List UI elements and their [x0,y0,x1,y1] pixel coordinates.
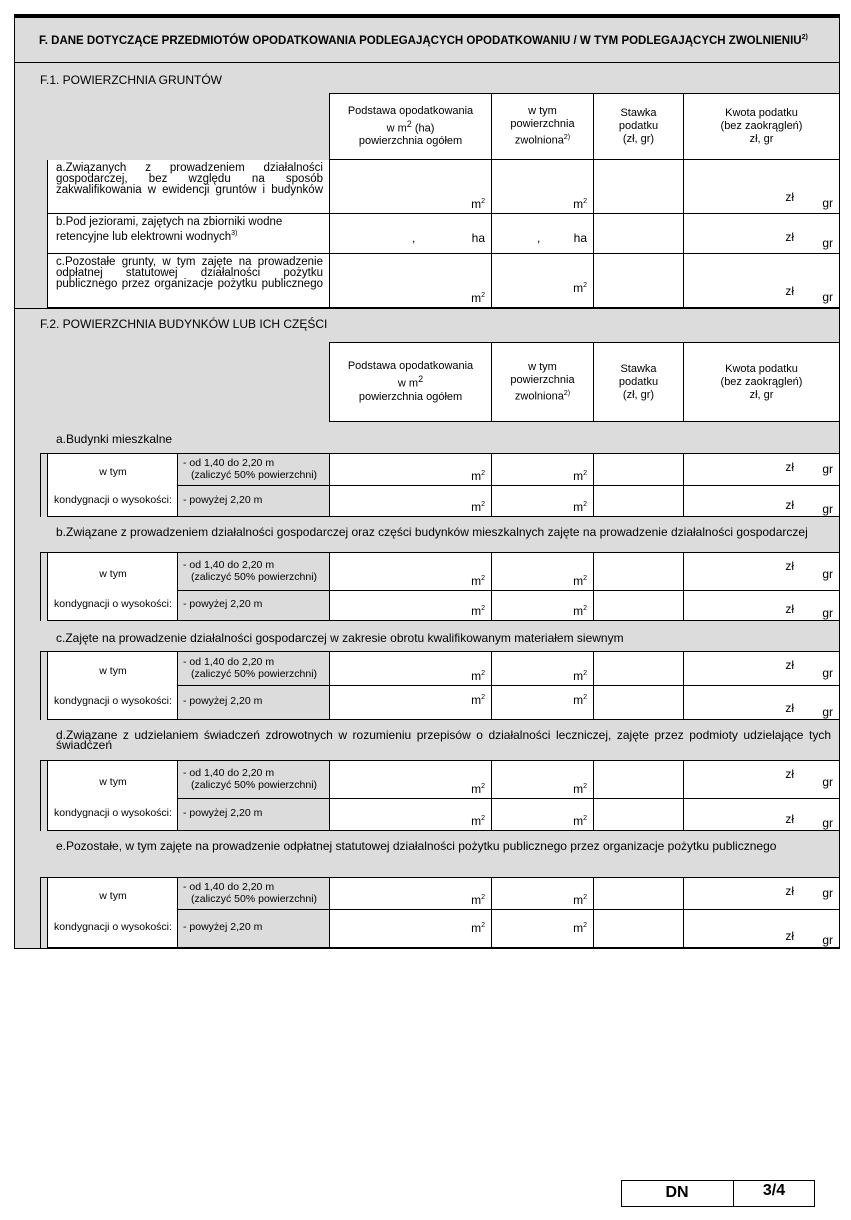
header-amount-line3: zł, gr [749,133,774,145]
unit-text: m [573,197,584,211]
currency-gr: gr [822,775,833,789]
f2-range-1-line1: - od 1,40 do 2,20 m [183,656,275,668]
input-rate[interactable] [593,486,683,517]
currency-zl: zł [785,602,794,616]
header-rate-line2: podatku [618,120,659,132]
unit-text: m [471,197,482,211]
page-number: 3/4 [762,1182,786,1199]
currency-zl: zł [785,929,794,943]
input-rate[interactable] [593,454,683,486]
f2-kondygnacji: kondygnacji o wysokości: [54,493,172,506]
header-exempt [491,93,593,160]
unit-text: m [573,469,584,483]
unit-text: ha [573,231,587,245]
header-tax-base-line3: powierzchnia ogółem [358,135,463,148]
f2-range-1 [183,881,317,905]
header-amount [683,93,840,160]
input-exempt[interactable] [491,761,593,799]
currency-gr: gr [822,462,833,476]
f2-group-title: c.Zajęte na prowadzenie działalności gospodarczej w zakresie obrotu kwalifikowanym materiałem siewnym [56,631,624,645]
f2-range-1-line2: (zaliczyć 50% powierzchni) [191,668,318,680]
input-amount[interactable] [683,214,840,254]
unit-text: m [573,921,584,935]
input-rate[interactable] [593,553,683,591]
header-rate-line3: (zł, gr) [622,133,655,145]
unit-label [573,469,587,483]
unit-sup: 2 [481,575,485,582]
unit-label [471,814,485,828]
unit-text: m [471,921,482,935]
input-amount[interactable] [683,686,840,720]
f2-title: F.2. POWIERZCHNIA BUDYNKÓW LUB ICH CZĘŚCI [40,317,328,331]
input-rate[interactable] [593,652,683,686]
f1-row-label-text [56,217,323,243]
input-amount[interactable] [683,910,840,948]
f2-range-1-cell [177,652,329,686]
header-rate [593,342,683,422]
unit-text: m [471,893,482,907]
header-exempt-line2: powierzchnia [510,118,575,131]
input-rate[interactable] [593,799,683,831]
f2-range-2-cell [177,686,329,720]
input-exempt[interactable] [491,878,593,910]
input-tax-base[interactable] [329,799,491,831]
unit-label [573,500,587,514]
unit-label [471,197,485,211]
f2-group-title: d.Związane z udzielaniem świadczeń zdrowotnych w rozumieniu przepisów o działalności leczniczej, zajęte przez podmioty udzielające tych świadczeń [56,728,831,752]
f1-title: F.1. POWIERZCHNIA GRUNTÓW [40,73,223,87]
unit-sup: 2 [481,670,485,677]
f2-kondygnacji: kondygnacji o wysokości: [54,695,172,707]
currency-gr: gr [822,502,833,516]
unit-sup: 2 [481,783,485,790]
unit-label [573,197,587,211]
input-tax-base[interactable] [329,761,491,799]
header-amount [683,342,840,422]
f2-kondygnacji: kondygnacji o wysokości: [54,807,172,819]
input-amount[interactable] [683,160,840,214]
f2-floor-label-cell [47,553,177,621]
header-exempt-line3: zwolniona [514,134,564,147]
currency-zl: zł [785,498,794,512]
header-amount-line2: (bez zaokrągleń) [720,120,803,132]
input-exempt[interactable] [491,454,593,486]
unit-sup: 2 [583,501,587,508]
input-exempt[interactable] [491,591,593,621]
input-tax-base[interactable] [329,486,491,517]
header-tax-base-suffix: (ha) [411,122,435,135]
currency-gr: gr [822,666,833,680]
unit-sup: 2 [583,198,587,205]
unit-text: m [573,782,584,796]
unit-label [471,604,485,618]
input-tax-base[interactable] [329,652,491,686]
input-rate[interactable] [593,910,683,948]
unit-label [573,669,587,683]
header-tax-base-line3: powierzchnia ogółem [358,390,463,403]
header-exempt-line1: w tym [528,360,557,373]
unit-label [471,669,485,683]
input-amount[interactable] [683,254,840,308]
header-exempt-sup: 2) [563,389,571,397]
header-tax-base-line2: w m [397,377,419,390]
unit-sup: 2 [583,922,587,929]
input-exempt[interactable] [491,160,593,214]
section-f-header [14,18,840,63]
header-rate-line1: Stawka [620,107,657,119]
header-tax-base [329,93,491,160]
f2-range-1-line2: (zaliczyć 50% powierzchni) [191,893,318,905]
f2-range-1-line1: - od 1,40 do 2,20 m [183,559,275,571]
f1-row-label-text: b.Pod jeziorami, zajętych na zbiorniki wodne retencyjne lub elektrowni wodnych [56,216,283,243]
input-exempt[interactable] [491,799,593,831]
currency-gr: gr [822,567,833,581]
currency-gr: gr [822,290,833,304]
currency-gr: gr [822,236,833,250]
currency-zl: zł [785,460,794,474]
f2-group-title-cell [40,422,840,454]
unit-sup: 2 [481,198,485,205]
header-rate-line3: (zł, gr) [622,388,655,401]
f2-kondygnacji: kondygnacji o wysokości: [54,598,172,610]
input-tax-base[interactable] [329,686,491,720]
unit-text: m [573,893,584,907]
unit-label [573,604,587,618]
f1-row-label [47,254,329,308]
currency-zl: zł [785,284,794,298]
currency-zl: zł [785,812,794,826]
unit-text: m [471,814,482,828]
input-exempt[interactable] [491,486,593,517]
currency-zl: zł [785,559,794,573]
input-amount[interactable] [683,761,840,799]
f2-group-title-cell [40,621,840,652]
input-tax-base[interactable] [329,910,491,948]
f2-range-2: - powyżej 2,20 m [183,921,263,933]
f2-w-tym: w tym [99,466,127,478]
f2-range-2: - powyżej 2,20 m [183,807,263,819]
header-tax-base [329,342,491,422]
f2-group-title: b.Związane z prowadzeniem działalności gospodarczej oraz części budynków mieszkalnych zajęte na prowadzenie działalności gospodarczej [56,525,808,539]
f2-range-2-cell [177,486,329,517]
unit-sup: 2 [481,292,485,299]
currency-zl: zł [785,190,794,204]
unit-label [573,893,587,907]
unit-text: m [573,500,584,514]
f2-w-tym: w tym [99,568,127,580]
input-rate[interactable] [593,214,683,254]
unit-text: m [573,604,584,618]
f2-range-1-line1: - od 1,40 do 2,20 m [183,457,275,469]
f2-range-1 [183,457,317,481]
unit-label [573,782,587,796]
input-rate[interactable] [593,761,683,799]
header-exempt-sup: 2) [563,134,571,142]
input-amount[interactable] [683,878,840,910]
input-rate[interactable] [593,591,683,621]
f2-group-title-cell [40,720,840,761]
f2-range-2: - powyżej 2,20 m [183,695,263,707]
unit-sup: 2 [481,501,485,508]
unit-sup: 2 [583,575,587,582]
input-tax-base[interactable] [329,254,491,308]
f2-group-title: a.Budynki mieszkalne [56,432,173,446]
unit-label [472,231,485,245]
unit-text: m [573,281,584,295]
input-rate[interactable] [593,254,683,308]
header-amount-line2: (bez zaokrągleń) [720,375,803,388]
header-tax-base-line1: Podstawa opodatkowania [347,104,474,117]
currency-zl: zł [785,701,794,715]
f2-w-tym: w tym [99,665,127,677]
f2-range-1 [183,559,317,583]
f2-range-1-line2: (zaliczyć 50% powierzchni) [191,571,318,583]
unit-label [574,231,587,245]
f1-row-label-text: a.Związanych z prowadzeniem działalności gospodarczej, bez względu na sposób zakwalifikowania w ewidencji gruntów i budynków [56,162,323,196]
unit-text: m [573,574,584,588]
f1-row-label-sup: 3) [231,230,238,237]
input-tax-base[interactable] [329,878,491,910]
unit-sup: 2 [481,605,485,612]
f2-range-2-cell [177,591,329,621]
unit-label [471,291,485,305]
input-rate[interactable] [593,686,683,720]
currency-gr: gr [822,705,833,719]
input-exempt[interactable] [491,254,593,308]
input-rate[interactable] [593,160,683,214]
unit-label [573,574,587,588]
unit-label [471,693,485,707]
header-rate-line1: Stawka [620,362,657,375]
f2-range-1-cell [177,553,329,591]
header-exempt [491,342,593,422]
f1-row-label [47,160,329,214]
f2-range-2: - powyżej 2,20 m [183,598,263,610]
input-exempt[interactable] [491,553,593,591]
f2-kondygnacji: kondygnacji o wysokości: [54,921,172,933]
currency-gr: gr [822,933,833,947]
unit-label [573,281,587,295]
unit-text: m [471,669,482,683]
unit-sup: 2 [583,605,587,612]
unit-sup: 2 [481,470,485,477]
header-amount-line1: Kwota podatku [725,362,798,375]
section-f-title: F. DANE DOTYCZĄCE PRZEDMIOTÓW OPODATKOWANIA PODLEGAJĄCYCH OPODATKOWANIU / W TYM PODLEGAJĄCYCH ZWOLNIENIU$^{2)}$ [39,34,808,47]
f2-w-tym: w tym [99,776,127,788]
decimal-comma: , [412,231,416,245]
unit-sup: 2 [481,815,485,822]
f2-group-title-cell [40,517,840,553]
input-exempt[interactable] [491,910,593,948]
f2-range-1 [183,767,317,791]
unit-label [471,500,485,514]
unit-sup: 2 [583,894,587,901]
unit-text: m [573,814,584,828]
unit-label [573,693,587,707]
unit-sup: 2 [583,783,587,790]
input-exempt[interactable] [491,214,593,254]
f2-range-2-cell [177,910,329,948]
unit-sup: 2 [583,815,587,822]
f2-floor-label-cell [47,454,177,517]
currency-gr: gr [822,196,833,210]
currency-zl: zł [785,767,794,781]
f2-range-1-line2: (zaliczyć 50% powierzchni) [191,779,318,791]
unit-text: m [471,782,482,796]
header-exempt-line3: zwolniona [514,390,564,403]
input-tax-base[interactable] [329,591,491,621]
input-amount[interactable] [683,454,840,486]
f2-w-tym: w tym [99,890,127,902]
unit-sup: 2 [583,694,587,701]
form-code: DN [665,1184,689,1201]
table-bottom-rule [14,948,840,949]
unit-label [471,469,485,483]
f2-range-1-cell [177,454,329,486]
unit-sup: 2 [583,282,587,289]
f2-group-title: e.Pozostałe, w tym zajęte na prowadzenie odpłatnej statutowej działalności pożytku publicznego przez organizacje pożytku publicznego [56,839,777,853]
unit-sup: 2 [583,470,587,477]
f2-floor-label-cell [47,652,177,720]
f2-range-1-cell [177,878,329,910]
input-exempt[interactable] [491,652,593,686]
header-exempt-line2: powierzchnia [510,373,575,386]
unit-sup: 2 [481,894,485,901]
f2-range-1-cell [177,761,329,799]
unit-sup: 2 [481,694,485,701]
currency-zl: zł [785,658,794,672]
input-amount[interactable] [683,553,840,591]
unit-text: m [471,693,482,707]
unit-text: m [573,669,584,683]
input-exempt[interactable] [491,686,593,720]
input-tax-base[interactable] [329,214,491,254]
header-tax-base-line1: Podstawa opodatkowania [347,360,474,373]
currency-zl: zł [785,230,794,244]
unit-text: m [471,291,482,305]
decimal-comma: , [537,231,541,245]
input-amount[interactable] [683,591,840,621]
input-amount[interactable] [683,486,840,517]
unit-text: m [573,693,584,707]
header-tax-base-sup: 2 [406,118,412,129]
f1-row-label-text [56,257,323,290]
header-tax-base-line2: w m [386,122,407,135]
header-tax-base-sup: 2 [418,374,424,385]
input-tax-base[interactable] [329,553,491,591]
currency-zl: zł [785,884,794,898]
f2-range-1-line1: - od 1,40 do 2,20 m [183,767,275,779]
input-tax-base[interactable] [329,160,491,214]
unit-label [471,782,485,796]
unit-sup: 2 [481,922,485,929]
f2-range-1-line1: - od 1,40 do 2,20 m [183,881,275,893]
currency-gr: gr [822,816,833,830]
unit-text: m [471,574,482,588]
f2-floor-label-cell [47,761,177,831]
input-amount[interactable] [683,799,840,831]
unit-text: m [471,469,482,483]
currency-gr: gr [822,606,833,620]
input-rate[interactable] [593,878,683,910]
unit-label [471,893,485,907]
unit-text: m [471,604,482,618]
unit-label [471,921,485,935]
header-amount-line1: Kwota podatku [725,107,798,119]
unit-sup: 2 [583,670,587,677]
unit-label [573,814,587,828]
header-rate-line2: podatku [618,375,659,388]
currency-gr: gr [822,886,833,900]
f2-range-2: - powyżej 2,20 m [183,493,263,506]
f2-range-1-line2: (zaliczyć 50% powierzchni) [191,469,318,481]
header-amount-line3: zł, gr [749,388,774,401]
unit-text: ha [471,231,485,245]
f2-floor-label-cell [47,878,177,948]
unit-label [471,574,485,588]
f1-row-label-text: c.Pozostałe grunty, w tym zajęte na prowadzenie odpłatnej statutowej działalności pożytku publicznego przez organizacje pożytku publicznego [56,256,323,290]
f1-row-label-text [56,163,323,196]
input-amount[interactable] [683,652,840,686]
f2-range-2-cell [177,799,329,831]
unit-label [573,921,587,935]
input-tax-base[interactable] [329,454,491,486]
f1-row-label [47,214,329,254]
header-exempt-line1: w tym [528,105,557,118]
unit-text: m [471,500,482,514]
header-rate [593,93,683,160]
f2-range-1 [183,656,317,680]
f2-group-title-cell [40,831,840,878]
